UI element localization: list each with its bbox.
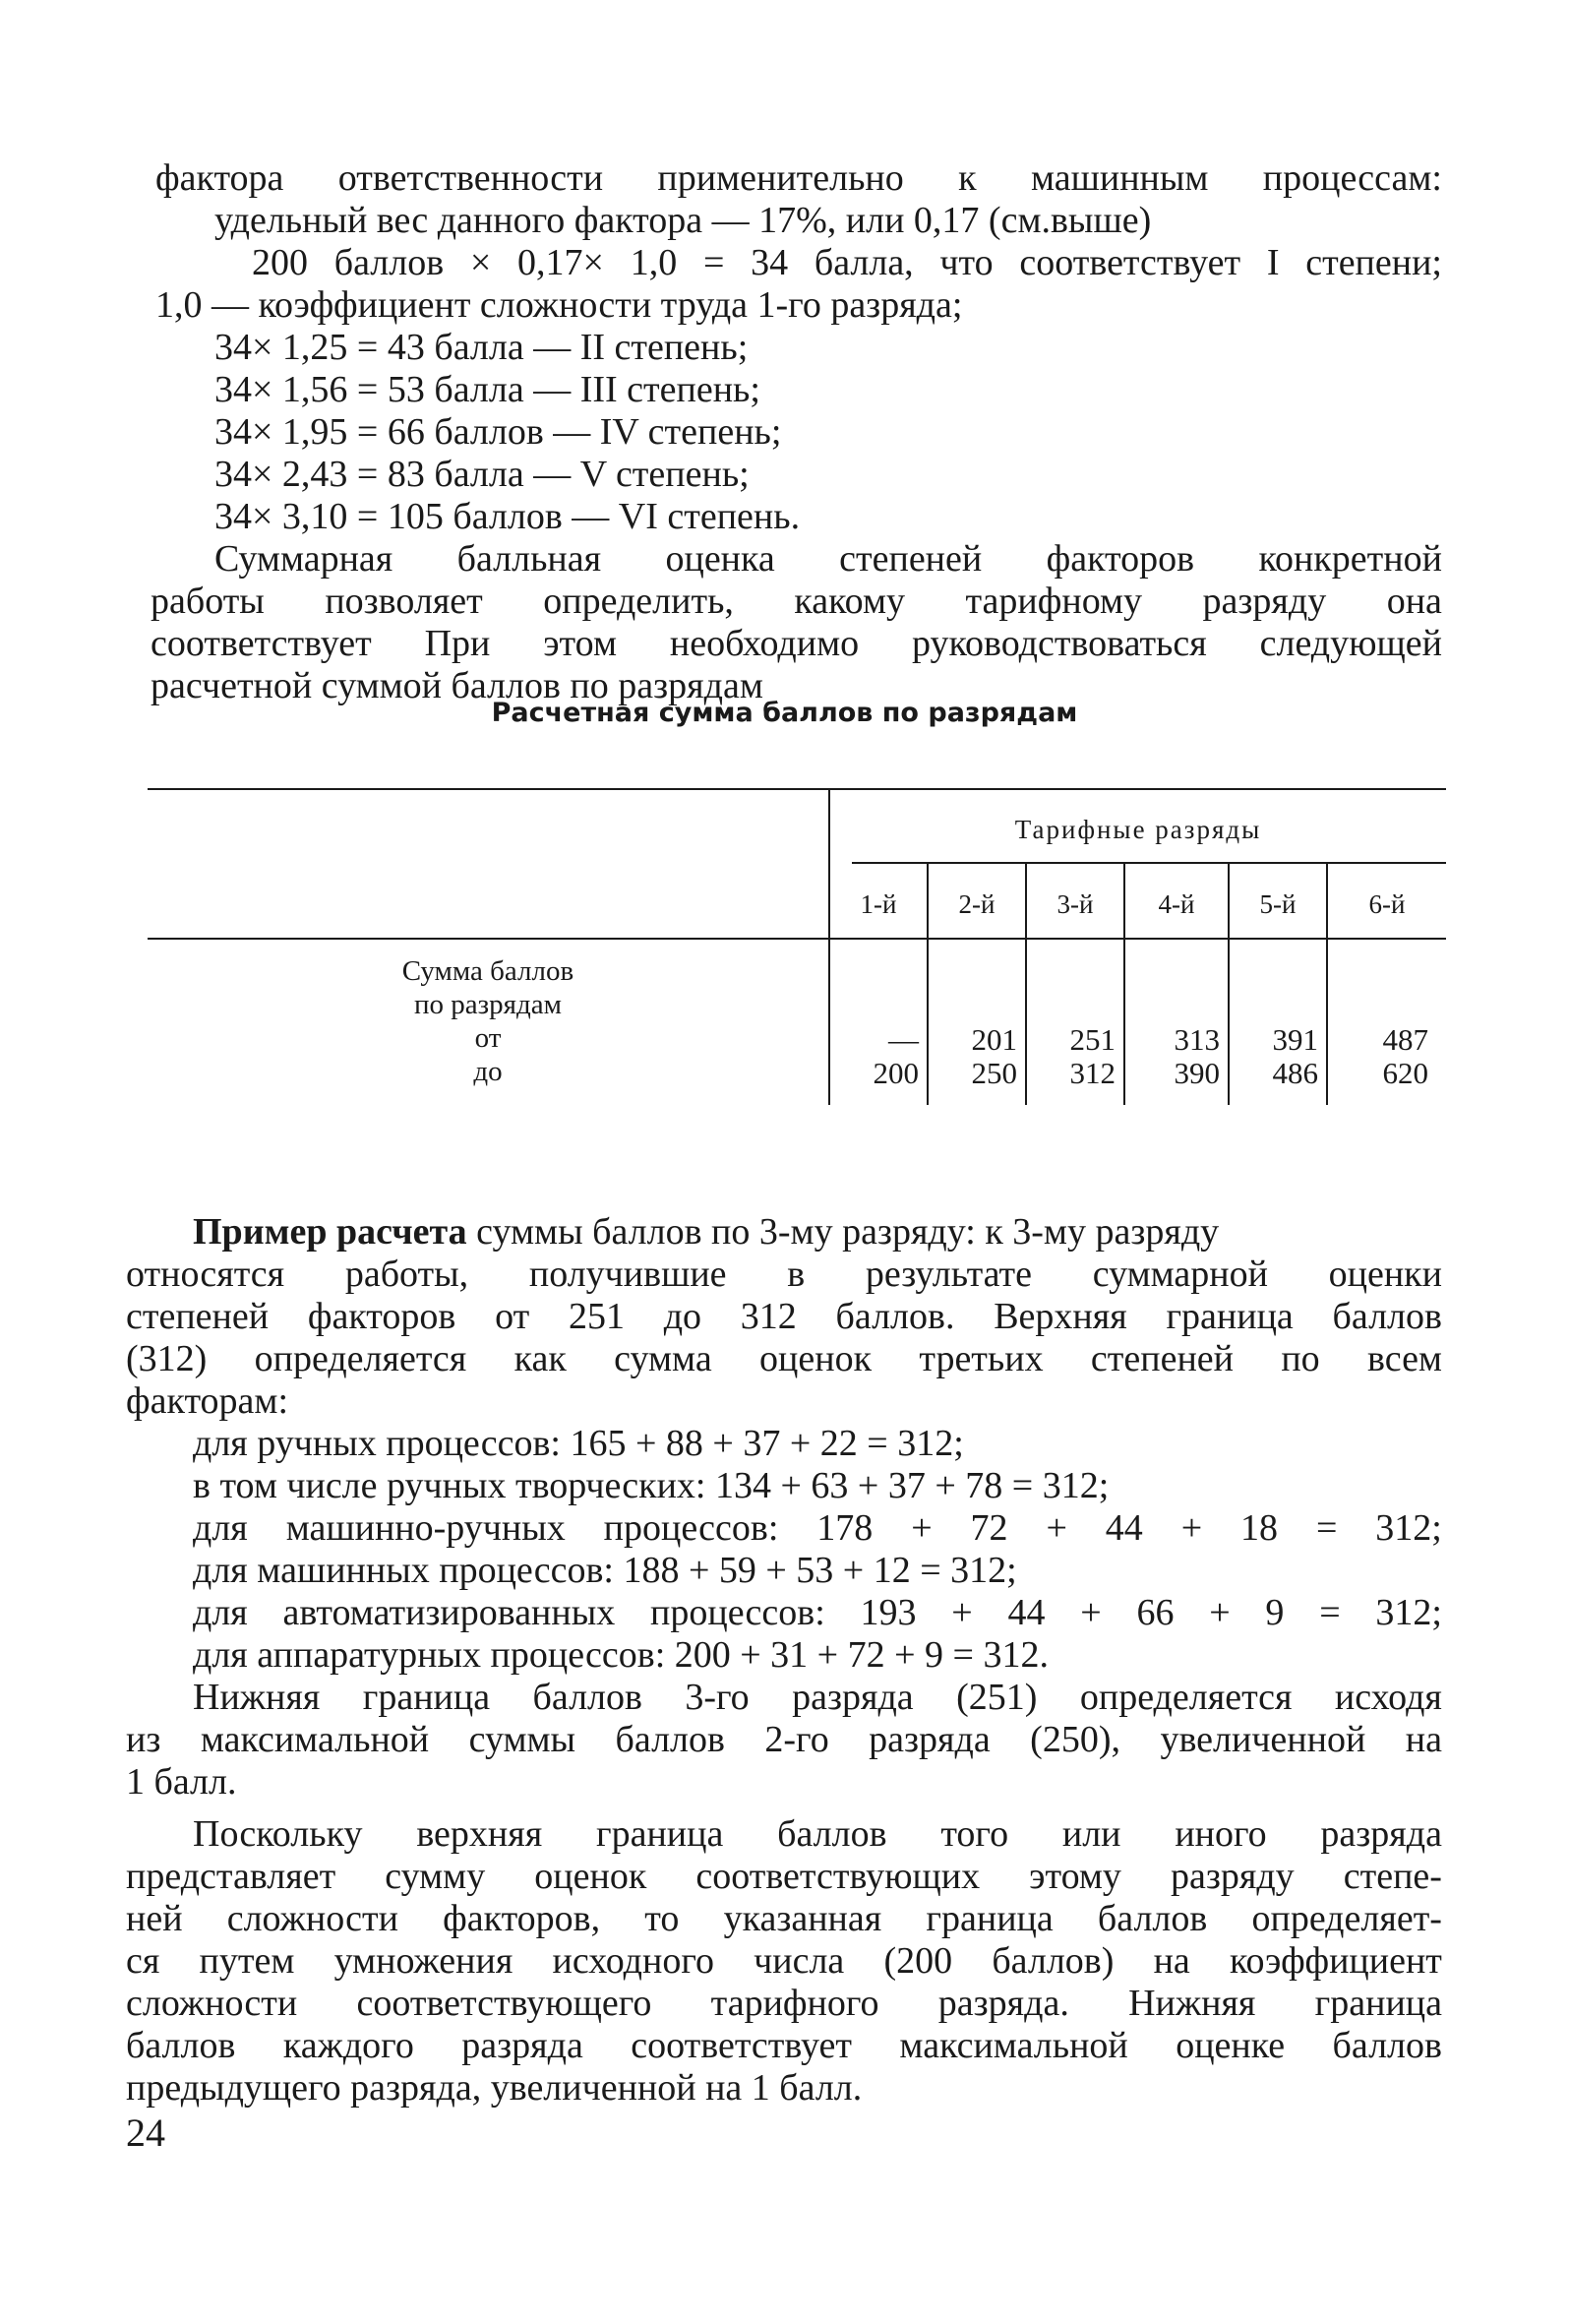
to-value: 312 <box>1069 1056 1116 1090</box>
word: ся <box>126 1940 160 1982</box>
text-line <box>126 2024 1442 2067</box>
word: позволяет <box>325 581 483 622</box>
word: = <box>1319 1592 1341 1633</box>
word: + <box>911 1507 933 1549</box>
word: степеней <box>126 1296 270 1337</box>
word: какому <box>794 581 905 622</box>
word: разряда <box>869 1719 991 1760</box>
word: суммарной <box>1092 1254 1268 1295</box>
word: определяется <box>254 1338 467 1379</box>
word: разряда <box>1320 1813 1442 1855</box>
word: этом <box>543 623 617 664</box>
word: суммы <box>468 1719 576 1760</box>
word: фактора <box>155 157 284 199</box>
word: соответствующего <box>356 1983 652 2024</box>
word: 18 <box>1240 1507 1279 1549</box>
table-title: Расчетная сумма баллов по разрядам <box>491 698 1078 728</box>
word: 178 <box>816 1507 874 1549</box>
word: работы, <box>344 1254 469 1295</box>
word: 3-го <box>685 1677 750 1718</box>
word: на <box>1153 1940 1190 1982</box>
lead-rest: суммы баллов по 3-му разряду: к 3-му разряду <box>466 1211 1220 1253</box>
text-line <box>214 537 1442 581</box>
word: оценка <box>665 538 775 580</box>
word: (200 <box>883 1940 953 1982</box>
word: определить, <box>543 581 734 622</box>
word: исходя <box>1334 1677 1442 1718</box>
word: до <box>663 1296 702 1337</box>
word: относятся <box>126 1254 285 1295</box>
formula-line: 34× 2,43 = 83 балла — V степень; <box>214 454 750 495</box>
word: балльная <box>456 538 602 580</box>
word: оценок <box>759 1338 873 1379</box>
word: максимальной <box>200 1719 430 1760</box>
word: факторов <box>1046 538 1195 580</box>
word: = <box>1315 1507 1338 1549</box>
word: баллов. <box>835 1296 955 1337</box>
word: степеней <box>1090 1338 1235 1379</box>
sum-line: для ручных процессов: 165 + 88 + 37 + 22 = 312; <box>193 1423 964 1464</box>
word: каждого <box>282 2025 414 2066</box>
word: + <box>951 1592 973 1633</box>
word: всем <box>1367 1338 1442 1379</box>
column-header: 2-й <box>958 889 996 919</box>
text-line <box>252 241 1442 284</box>
word: 72 <box>970 1507 1008 1549</box>
word: разряда <box>792 1677 914 1718</box>
word: баллов <box>1332 1296 1442 1337</box>
word: или <box>1061 1813 1121 1855</box>
text-line <box>126 1295 1442 1338</box>
page-number: 24 <box>126 2110 165 2155</box>
word: максимальной <box>899 2025 1128 2066</box>
formula-line: 34× 1,56 = 53 балла — III степень; <box>214 369 760 410</box>
word: граница <box>1314 1983 1442 2024</box>
word: 0,17× <box>517 242 604 283</box>
column-header: 1-й <box>860 889 897 919</box>
row-label: Сумма баллов <box>401 955 574 987</box>
text-line <box>126 1897 1442 1940</box>
word: оценке <box>1176 2025 1286 2066</box>
word: баллов) <box>992 1940 1115 1982</box>
sum-line <box>193 1591 1442 1634</box>
word: × <box>469 242 492 283</box>
word: Нижняя <box>193 1677 321 1718</box>
word: Поскольку <box>193 1813 363 1855</box>
word: Суммарная <box>214 538 393 580</box>
word: необходимо <box>669 623 860 664</box>
from-value: 201 <box>971 1022 1017 1057</box>
word: соответствует <box>1019 242 1241 283</box>
sum-line: в том числе ручных творческих: 134 + 63 + 37 + 78 = 312; <box>193 1465 1110 1506</box>
formula-line: 34× 1,25 = 43 балла — II степень; <box>214 327 749 368</box>
word: тарифному <box>965 581 1143 622</box>
word: 200 <box>252 242 308 283</box>
text-line <box>126 1337 1442 1380</box>
text-line <box>193 1210 1442 1254</box>
word: + <box>1080 1592 1102 1633</box>
formula-line: 34× 3,10 = 105 баллов — VI степень. <box>214 496 801 537</box>
word: разряда <box>461 2025 583 2066</box>
word: 312; <box>1375 1592 1442 1633</box>
to-value: 250 <box>971 1056 1017 1090</box>
word: числа <box>754 1940 845 1982</box>
word: к <box>958 157 977 199</box>
word: увеличенной <box>1160 1719 1366 1760</box>
word: 2-го <box>764 1719 829 1760</box>
word: степени; <box>1305 242 1442 283</box>
from-value: 251 <box>1069 1022 1116 1057</box>
word: как <box>513 1338 567 1379</box>
text-line <box>126 1253 1442 1296</box>
word: (312) <box>126 1338 208 1379</box>
word: 66 <box>1136 1592 1175 1633</box>
column-header: 3-й <box>1056 889 1094 919</box>
word: определяется <box>1079 1677 1293 1718</box>
word: для <box>193 1507 248 1549</box>
word: соответствующих <box>695 1856 981 1897</box>
word: указанная <box>723 1898 882 1939</box>
text-line: факторам: <box>126 1380 289 1422</box>
word: балла, <box>814 242 914 283</box>
word: факторов <box>307 1296 456 1337</box>
text-line <box>126 1939 1442 1983</box>
header-rule <box>148 938 1446 940</box>
word: она <box>1386 581 1442 622</box>
word: соответствует <box>631 2025 852 2066</box>
from-value: 391 <box>1272 1022 1318 1057</box>
word: того <box>940 1813 1009 1855</box>
word: сумму <box>385 1856 486 1897</box>
text-line: предыдущего разряда, увеличенной на 1 балл. <box>126 2067 863 2109</box>
word: третьих <box>919 1338 1044 1379</box>
table-top-rule <box>148 788 1446 790</box>
word: баллов <box>1097 1898 1208 1939</box>
word: разряда. <box>937 1983 1069 2024</box>
text-line <box>193 1812 1442 1856</box>
word: 44 <box>1105 1507 1143 1549</box>
word: граница <box>926 1898 1054 1939</box>
word: 34 <box>751 242 789 283</box>
from-value: 313 <box>1174 1022 1220 1057</box>
bold-lead: Пример расчета <box>193 1211 467 1253</box>
word: 9 <box>1265 1592 1285 1633</box>
from-value: — <box>888 1022 919 1057</box>
word: баллов <box>1332 2025 1442 2066</box>
sum-line: для аппаратурных процессов: 200 + 31 + 72 + 9 = 312. <box>193 1634 1049 1676</box>
text-line <box>193 1676 1442 1719</box>
word: процессов: <box>650 1592 825 1633</box>
word: 312; <box>1375 1507 1442 1549</box>
word: по <box>1281 1338 1320 1379</box>
word: соответствует <box>151 623 372 664</box>
word: сложности <box>126 1983 298 2024</box>
word: разряду <box>1170 1856 1295 1897</box>
text-line <box>126 1718 1442 1761</box>
word: баллов <box>532 1677 642 1718</box>
word: исходного <box>552 1940 714 1982</box>
word: коэффициент <box>1229 1940 1442 1982</box>
group-header: Тарифные разряды <box>1014 815 1262 844</box>
word: = <box>702 242 725 283</box>
word: Нижняя <box>1128 1983 1256 2024</box>
column-header: 6-й <box>1368 889 1406 919</box>
word: умножения <box>333 1940 513 1982</box>
word: 193 <box>860 1592 917 1633</box>
word: граница <box>362 1677 491 1718</box>
word: + <box>1209 1592 1231 1633</box>
word: из <box>126 1719 161 1760</box>
word: ответственности <box>337 157 604 199</box>
text-line <box>155 156 1442 200</box>
word: следующей <box>1259 623 1442 664</box>
word: этому <box>1029 1856 1121 1897</box>
word: машинным <box>1030 157 1209 199</box>
word: что <box>939 242 994 283</box>
column-header: 5-й <box>1259 889 1297 919</box>
word: от <box>495 1296 530 1337</box>
word: ней <box>126 1898 183 1939</box>
to-value: 486 <box>1272 1056 1318 1090</box>
text-line: 1,0 — коэффициент сложности труда 1-го разряда; <box>155 284 963 326</box>
row-label: по разрядам <box>414 989 562 1020</box>
text-line: расчетной суммой баллов по разрядам <box>151 665 763 706</box>
word: руководствоваться <box>912 623 1207 664</box>
word: автоматизированных <box>282 1592 616 1633</box>
word: путем <box>199 1940 295 1982</box>
word: результате <box>865 1254 1033 1295</box>
word: 251 <box>568 1296 625 1337</box>
sum-line <box>193 1506 1442 1550</box>
from-value: 487 <box>1382 1022 1428 1057</box>
column-header: 4-й <box>1158 889 1195 919</box>
to-value: 620 <box>1382 1056 1428 1090</box>
formula-line: 34× 1,95 = 66 баллов — IV степень; <box>214 411 782 453</box>
word: + <box>1046 1507 1067 1549</box>
word: на <box>1405 1719 1442 1760</box>
text-line <box>151 622 1442 665</box>
word: Верхняя <box>994 1296 1127 1337</box>
word: 312 <box>740 1296 797 1337</box>
word: определяет- <box>1251 1898 1442 1939</box>
word: тарифного <box>710 1983 879 2024</box>
word: степе- <box>1343 1856 1442 1897</box>
word: При <box>424 623 491 664</box>
word: верхняя <box>416 1813 543 1855</box>
word: баллов <box>615 1719 725 1760</box>
word: то <box>644 1898 680 1939</box>
group-header-rule <box>852 862 1446 864</box>
word: разряду <box>1202 581 1327 622</box>
word: баллов <box>777 1813 887 1855</box>
row-label-from: от <box>474 1022 502 1054</box>
word: граница <box>1166 1296 1294 1337</box>
word: процессам: <box>1262 157 1442 199</box>
word: + <box>1180 1507 1203 1549</box>
word: баллов <box>333 242 445 283</box>
word: получившие <box>528 1254 727 1295</box>
word: оценок <box>534 1856 647 1897</box>
word: иного <box>1175 1813 1267 1855</box>
word: I <box>1266 242 1280 283</box>
word: степеней <box>839 538 983 580</box>
text-line: удельный вес данного фактора — 17%, или 0,17 (см.выше) <box>214 200 1152 241</box>
word: машинно-ручных <box>285 1507 566 1549</box>
word: граница <box>596 1813 724 1855</box>
word: представляет <box>126 1856 336 1897</box>
text-line <box>126 1855 1442 1898</box>
word: для <box>193 1592 248 1633</box>
word: (251) <box>956 1677 1038 1718</box>
to-value: 200 <box>873 1056 919 1090</box>
word: сумма <box>614 1338 712 1379</box>
text-line <box>151 580 1442 623</box>
word: в <box>787 1254 806 1295</box>
word: сложности <box>226 1898 398 1939</box>
word: 1,0 <box>630 242 678 283</box>
sum-line: для машинных процессов: 188 + 59 + 53 + 12 = 312; <box>193 1550 1017 1591</box>
word: процессов: <box>603 1507 779 1549</box>
word: 44 <box>1007 1592 1046 1633</box>
text-line <box>126 1982 1442 2025</box>
word: (250), <box>1030 1719 1120 1760</box>
word: конкретной <box>1258 538 1442 580</box>
to-value: 390 <box>1174 1056 1220 1090</box>
word: применительно <box>657 157 904 199</box>
row-label-to: до <box>473 1056 503 1087</box>
word: работы <box>151 581 265 622</box>
word: оценки <box>1328 1254 1442 1295</box>
text-line: 1 балл. <box>126 1761 237 1803</box>
word: факторов, <box>443 1898 601 1939</box>
word: баллов <box>126 2025 236 2066</box>
